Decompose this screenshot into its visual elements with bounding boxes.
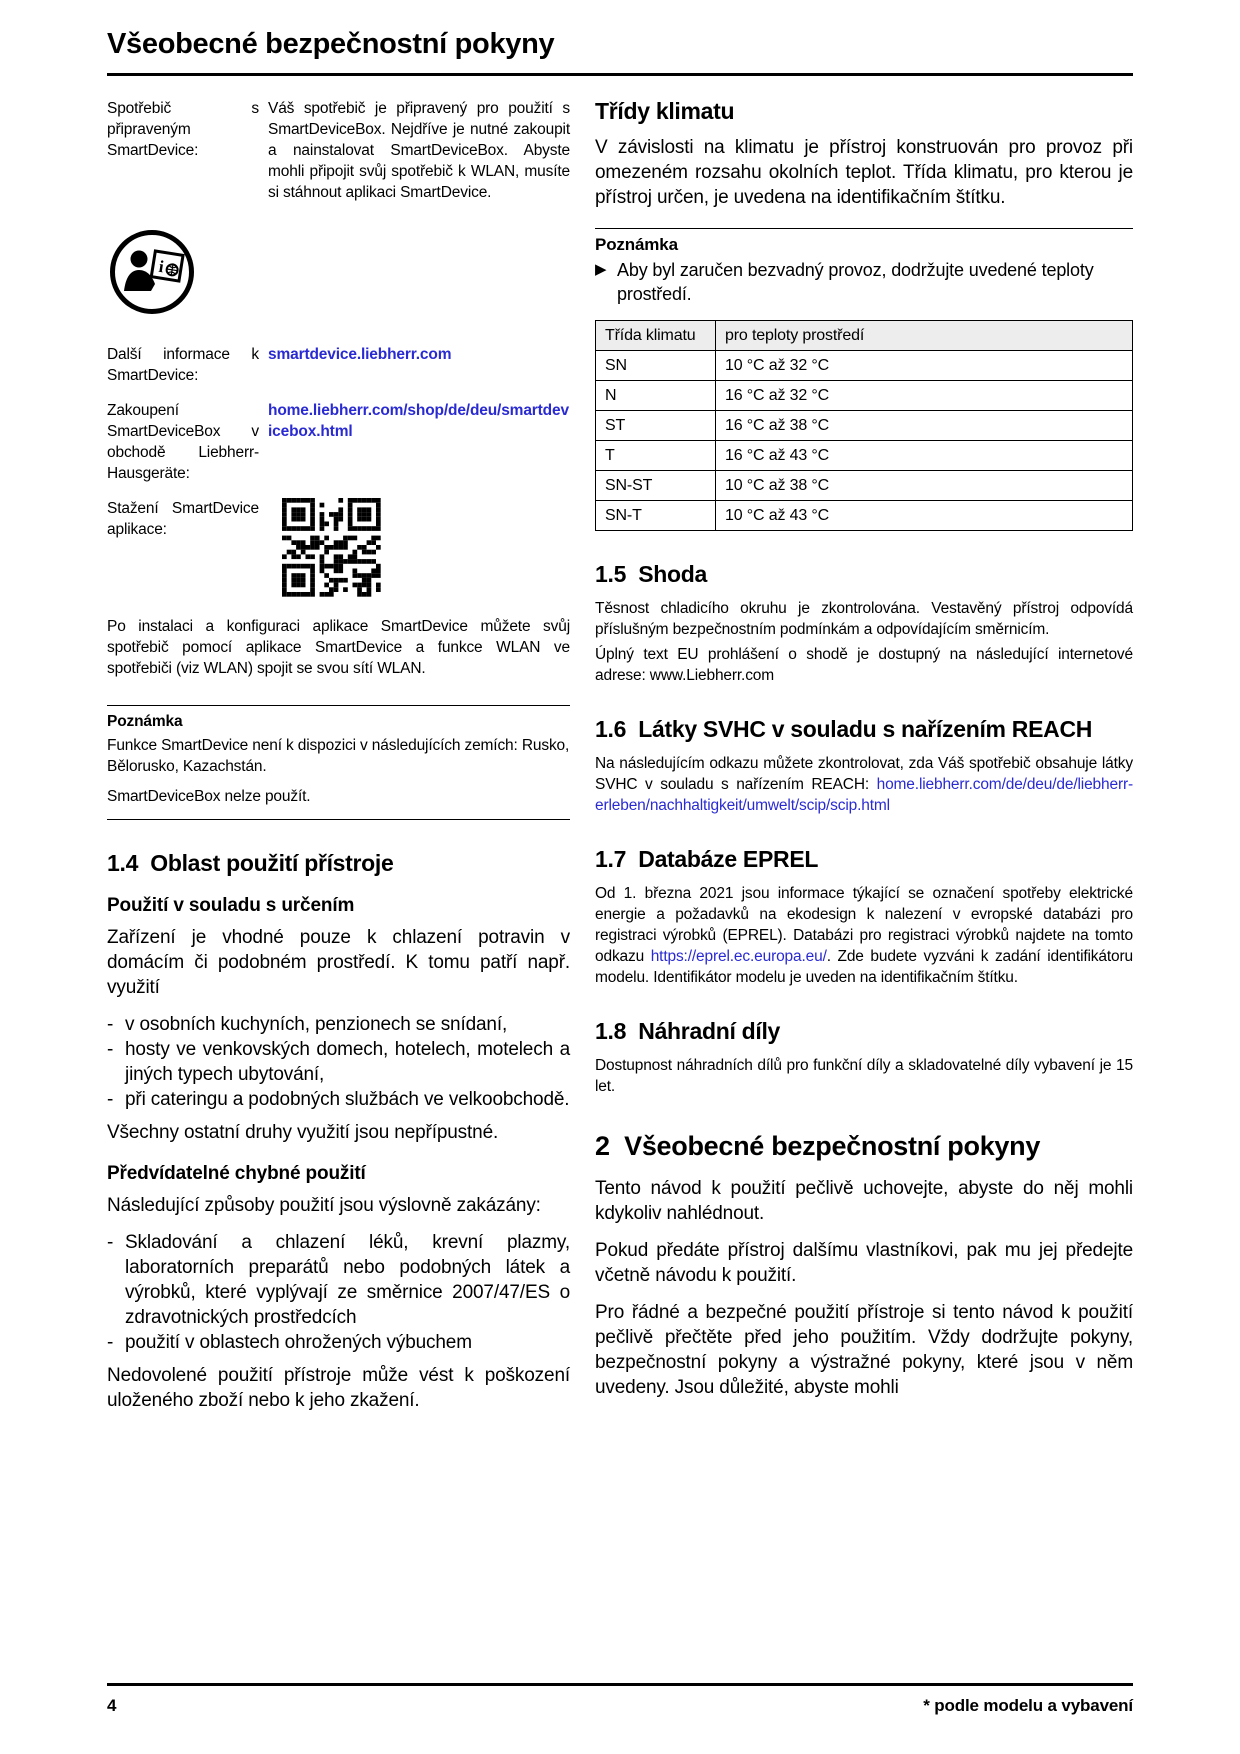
paragraph-spare-parts: Dostupnost náhradních dílů pro funkční díly a skladovatelné díly vybavení je 15 let. <box>595 1057 1133 1095</box>
svhc-text: Na následujícím odkazu můžete zkontrolovat, zda Váš spotřebič obsahuje látky SVHC v souladu s nařízením REACH: <box>595 755 1133 793</box>
table-row <box>596 441 1133 471</box>
page-header <box>107 28 1133 76</box>
note-title: Poznámka <box>595 235 678 254</box>
dash-bullet-icon <box>107 1230 125 1330</box>
paragraph-forbidden-intro: Následující způsoby použití jsou výslovně zakázány: <box>107 1195 541 1216</box>
table-header-class: Třída klimatu <box>596 321 716 351</box>
page-footer <box>107 1683 1133 1716</box>
page-number: 4 <box>107 1696 117 1715</box>
paragraph-usage-intro: Zařízení je vhodné pouze k chlazení potravin v domácím či podobném prostředí. K tomu patří např. využití <box>107 927 570 998</box>
heading-climate-classes: Třídy klimatu <box>595 98 735 124</box>
arrow-bullet-icon <box>595 258 617 306</box>
cell-temp: 16 °C až 32 °C <box>716 381 1133 411</box>
left-column <box>107 98 570 1425</box>
list-item-text: Skladování a chlazení léků, krevní plazmy, laboratorních preparátů nebo podobných látek a výrobků, které vyplývají ze směrnice 2007/47/ES o zdravotnických prostředcích <box>125 1232 570 1328</box>
heading-1-6: 1.6 Látky SVHC v souladu s nařízením REACH <box>595 716 1093 742</box>
term-download-app: Stažení SmartDevice aplikace: <box>107 500 259 538</box>
list-item <box>107 1037 570 1087</box>
note-block-climate <box>595 228 1133 306</box>
footer-note: * podle modelu a vybavení <box>923 1696 1133 1715</box>
cell-class: SN-T <box>596 501 716 531</box>
table-row <box>596 471 1133 501</box>
term-more-info: Další informace k SmartDevice: <box>107 346 259 384</box>
cell-temp: 10 °C až 38 °C <box>716 471 1133 501</box>
paragraph-climate: V závislosti na klimatu je přístroj konstruován pro provoz při omezeném rozsahu okolních teplot. Třída klimatu, pro kterou je přístroj určen, je uvedena na identifikačním štítku. <box>595 137 1133 208</box>
term-smartdevice-ready: Spotřebič s připraveným SmartDevice: <box>107 100 259 159</box>
subheading-intended-use: Použití v souladu s určením <box>107 895 355 916</box>
list-item-text: hosty ve venkovských domech, hotelech, motelech a jiných typech ubytování, <box>125 1039 570 1085</box>
cell-temp: 10 °C až 43 °C <box>716 501 1133 531</box>
page-title: Všeobecné bezpečnostní pokyny <box>107 28 555 60</box>
link-smartdevicebox-shop[interactable]: home.liebherr.com/shop/de/deu/smartdevicebox.html <box>268 402 569 440</box>
table-header-temp: pro teploty prostředí <box>716 321 1133 351</box>
paragraph-eprel <box>595 883 1133 988</box>
cell-class: SN <box>596 351 716 381</box>
cell-temp: 16 °C až 38 °C <box>716 411 1133 441</box>
climate-class-table <box>595 320 1133 531</box>
heading-1-7: 1.7 Databáze EPREL <box>595 846 819 872</box>
table-row <box>596 501 1133 531</box>
definition-row-smartdevice-ready <box>107 98 570 203</box>
paragraph-svhc <box>595 753 1133 816</box>
paragraph-pass-manual: Pokud předáte přístroj dalšímu vlastníkovi, pak mu jej předejte včetně návodu k použití. <box>595 1240 1133 1286</box>
subheading-misuse: Předvídatelné chybné použití <box>107 1163 366 1184</box>
heading-1-5: 1.5 Shoda <box>595 561 708 587</box>
dash-bullet-icon <box>107 1037 125 1087</box>
eprel-text-post: . Zde budete vyzváni k zadání identifikátoru modelu. Identifikátor modelu je uveden na identifikačním štítku. <box>595 948 1133 986</box>
list-item <box>107 1012 570 1037</box>
svg-text:i: i <box>157 256 166 277</box>
table-header-row <box>596 321 1133 351</box>
paragraph-after-qr: Po instalaci a konfiguraci aplikace SmartDevice můžete svůj spotřebič pomocí aplikace SmartDevice a funkce WLAN ve spotřebiči (viz WLAN) spojit se svou sítí WLAN. <box>107 618 570 677</box>
note-text-box: SmartDeviceBox nelze použít. <box>107 788 311 805</box>
table-row <box>596 351 1133 381</box>
paragraph-eu-declaration: Úplný text EU prohlášení o shodě je dostupný na následující internetové adrese: www.Liebherr.com <box>595 646 1133 684</box>
list-item-text: v osobních kuchyních, penzionech se snídaní, <box>125 1014 508 1035</box>
cell-class: N <box>596 381 716 411</box>
dash-bullet-icon <box>107 1087 125 1112</box>
icon-row <box>109 229 570 320</box>
paragraph-misuse-consequence: Nedovolené použití přístroje může vést k poškození uloženého zboží nebo k jeho zkažení. <box>107 1365 570 1411</box>
right-column <box>595 98 1133 1425</box>
eprel-text-pre: Od 1. března 2021 jsou informace týkající se označení spotřeby elektrické energie a požadavků na ekodesign k nalezení v evropské databázi pro registraci výrobků (EPREL). Databázi pro registraci výrobků najdete na tomto odkazu <box>595 885 1133 965</box>
list-item <box>107 1230 570 1330</box>
heading-1-8: 1.8 Náhradní díly <box>595 1018 781 1044</box>
cell-temp: 10 °C až 32 °C <box>716 351 1133 381</box>
list-item-text: použití v oblastech ohrožených výbuchem <box>125 1332 472 1353</box>
smartdevice-info-icon <box>109 256 195 319</box>
cell-temp: 16 °C až 43 °C <box>716 441 1133 471</box>
header-rule <box>107 73 1133 76</box>
cell-class: ST <box>596 411 716 441</box>
note-title: Poznámka <box>107 713 183 730</box>
heading-chapter-2: 2 Všeobecné bezpečnostní pokyny <box>595 1131 1041 1161</box>
cell-class: T <box>596 441 716 471</box>
paragraph-conformity: Těsnost chladicího okruhu je zkontrolována. Vestavěný přístroj odpovídá příslušným bezpečnostním podmínkám a odpovídajícím směrnicím. <box>595 600 1133 638</box>
dash-bullet-icon <box>107 1012 125 1037</box>
note-arrow-item <box>595 258 1133 306</box>
note-block-smartdevice <box>107 705 570 820</box>
list-item <box>107 1330 570 1355</box>
term-purchase: Zakoupení SmartDeviceBox v obchodě Liebherr-Hausgeräte: <box>107 402 259 482</box>
link-smartdevice-site[interactable]: smartdevice.liebherr.com <box>268 346 452 363</box>
list-item-text: při cateringu a podobných službách ve velkoobchodě. <box>125 1089 570 1110</box>
table-row <box>596 411 1133 441</box>
link-eprel[interactable]: https://eprel.ec.europa.eu/ <box>650 948 827 965</box>
table-row <box>596 381 1133 411</box>
definition-row-more-info <box>107 344 570 386</box>
note-text-countries: Funkce SmartDevice není k dispozici v následujících zemích: Rusko, Bělorusko, Kazachstán. <box>107 737 570 775</box>
qr-code <box>282 498 382 598</box>
definition-smartdevice-ready: Váš spotřebič je připravený pro použití s SmartDeviceBox. Nejdříve je nutné zakoupit a nainstalovat SmartDeviceBox. Abyste mohli připojit svůj spotřebič k WLAN, musíte si stáhnout aplikaci SmartDevice. <box>268 100 570 201</box>
dash-bullet-icon <box>107 1330 125 1355</box>
cell-class: SN-ST <box>596 471 716 501</box>
heading-1-4: 1.4 Oblast použití přístroje <box>107 850 394 876</box>
definition-row-purchase <box>107 400 570 484</box>
link-scip[interactable]: home.liebherr.com/de/deu/de/liebherr-erleben/nachhaltigkeit/umwelt/scip/scip.html <box>595 776 1133 814</box>
list-item <box>107 1087 570 1112</box>
paragraph-read-manual: Pro řádné a bezpečné použití přístroje si tento návod k použití pečlivě přečtěte před jeho použitím. Vždy dodržujte pokyny, bezpečnostní pokyny a výstražné pokyny, které jsou v něm uvedeny. Jsou důležité, abyste mohli <box>595 1302 1133 1398</box>
paragraph-other-uses: Všechny ostatní druhy využití jsou nepřípustné. <box>107 1122 499 1143</box>
note-text: Aby byl zaručen bezvadný provoz, dodržujte uvedené teploty prostředí. <box>617 260 1094 304</box>
paragraph-keep-manual: Tento návod k použití pečlivě uchovejte, abyste do něj mohli kdykoliv nahlédnout. <box>595 1178 1133 1224</box>
definition-row-download-app <box>107 498 570 598</box>
